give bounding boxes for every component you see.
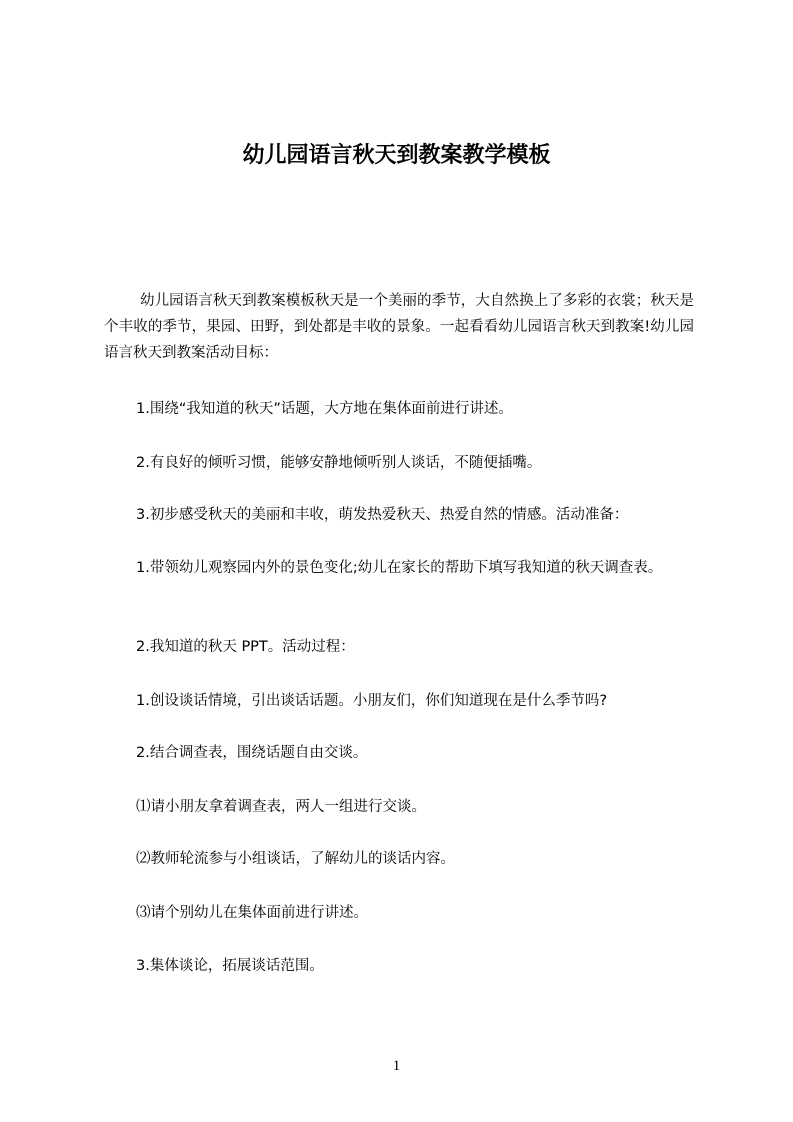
preparation-1: 1.带领幼儿观察园内外的景色变化;幼儿在家长的帮助下填写我知道的秋天调查表。 xyxy=(136,560,663,576)
objective-3-and-preparation-heading: 3.初步感受秋天的美丽和丰收，萌发热爱秋天、热爱自然的情感。活动准备： xyxy=(136,507,629,523)
page-number: 1 xyxy=(392,1058,401,1074)
preparation-2-and-process-heading: 2.我知道的秋天 PPT。活动过程： xyxy=(136,639,355,655)
process-step-3: 3.集体谈论，拓展谈话范围。 xyxy=(136,958,324,974)
intro-paragraph: 幼儿园语言秋天到教案模板秋天是一个美丽的季节，大自然换上了多彩的衣裳；秋天是个丰收的季节，果园、田野，到处都是丰收的景象。一起看看幼儿园语言秋天到教案!幼儿园语言秋天到教案活动目标： xyxy=(104,293,694,361)
document-title: 幼儿园语言秋天到教案教学模板 xyxy=(242,143,551,168)
process-substep-1: ⑴请小朋友拿着调查表，两人一组进行交谈。 xyxy=(136,799,426,815)
process-step-2: 2.结合调查表，围绕话题自由交谈。 xyxy=(136,745,368,761)
process-step-1: 1.创设谈话情境，引出谈话话题。小朋友们，你们知道现在是什么季节吗? xyxy=(136,693,608,709)
objective-1: 1.围绕“我知道的秋天”话题，大方地在集体面前进行讲述。 xyxy=(136,401,513,417)
process-substep-3: ⑶请个别幼儿在集体面前进行讲述。 xyxy=(136,905,368,921)
process-substep-2: ⑵教师轮流参与小组谈话，了解幼儿的谈话内容。 xyxy=(136,851,455,867)
objective-2: 2.有良好的倾听习惯，能够安静地倾听别人谈话，不随便插嘴。 xyxy=(136,455,542,471)
